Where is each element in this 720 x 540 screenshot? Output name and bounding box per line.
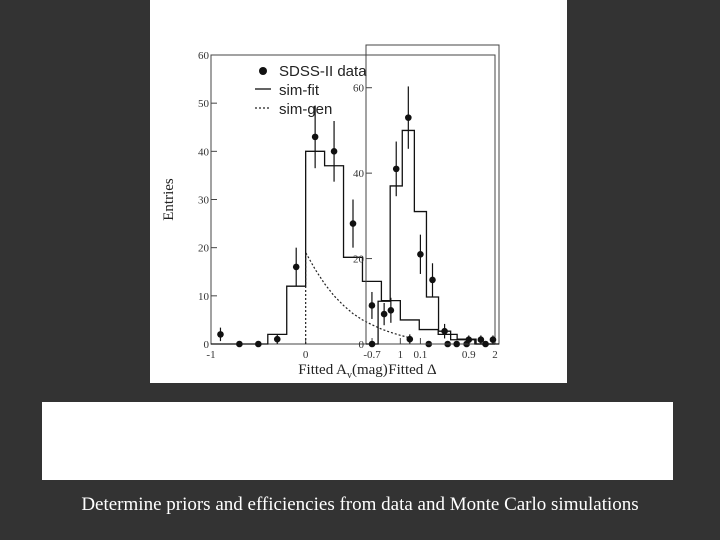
x-axis-label-main: Fitted A <box>298 362 347 378</box>
data-point <box>388 307 395 314</box>
data-point <box>490 336 497 343</box>
data-point <box>236 341 243 348</box>
y-tick-label: 10 <box>198 290 209 303</box>
data-point <box>478 336 485 343</box>
y-tick-label: 0 <box>358 339 364 351</box>
data-point <box>407 336 414 343</box>
data-point <box>293 264 300 271</box>
legend-data-label: SDSS-II data <box>279 63 367 80</box>
x-tick-label: 0.1 <box>413 349 428 361</box>
data-point <box>393 166 400 173</box>
y-tick-label: 60 <box>198 50 209 62</box>
y-tick-label: 50 <box>198 98 209 111</box>
right-frame <box>366 45 499 344</box>
x-tick-label: 1 <box>397 349 404 361</box>
x-tick-label: 0.9 <box>461 349 476 361</box>
data-point <box>217 331 224 338</box>
x-tick-label: -1 <box>206 349 216 361</box>
data-point <box>429 277 436 284</box>
data-point <box>312 134 319 141</box>
y-tick-label: 20 <box>353 253 364 266</box>
x-tick-label: -0.7 <box>363 349 381 361</box>
x-tick-label: 0 <box>302 349 309 361</box>
histogram-figure <box>150 0 567 383</box>
data-point <box>350 220 357 227</box>
x-tick-label: 2 <box>492 349 498 361</box>
x-axis-label-unit: (mag) <box>351 362 388 378</box>
data-point <box>405 114 412 121</box>
data-point <box>453 341 460 348</box>
y-tick-label: 40 <box>198 146 209 159</box>
data-point <box>441 328 448 335</box>
legend-fit-label: sim-fit <box>279 82 319 99</box>
slide-caption: Determine priors and efficiencies from data and Monte Carlo simulations <box>81 494 639 515</box>
y-tick-label: 30 <box>198 194 209 207</box>
data-point <box>465 336 472 343</box>
y-tick-label: 60 <box>353 82 364 95</box>
legend-data-marker <box>259 67 267 75</box>
sim-gen-curve <box>306 252 410 344</box>
y-tick-label: 40 <box>353 168 364 181</box>
y-tick-label: 20 <box>198 242 209 255</box>
data-point <box>255 341 262 348</box>
x-axis-label: Fitted Δ <box>388 362 437 378</box>
x-axis-label <box>298 362 388 381</box>
y-tick-label: 0 <box>203 339 209 351</box>
right-panel <box>353 45 499 378</box>
data-point <box>369 302 376 309</box>
data-point <box>417 251 424 258</box>
data-point <box>369 341 376 348</box>
x-axis-label-subscript: v <box>346 370 352 381</box>
data-point <box>381 311 388 318</box>
legend-gen-label: sim-gen <box>279 101 333 118</box>
y-axis-label: Entries <box>161 178 177 221</box>
blank-box <box>42 402 673 480</box>
data-point <box>331 148 338 155</box>
data-point <box>274 336 281 343</box>
figure-panel <box>150 0 567 383</box>
